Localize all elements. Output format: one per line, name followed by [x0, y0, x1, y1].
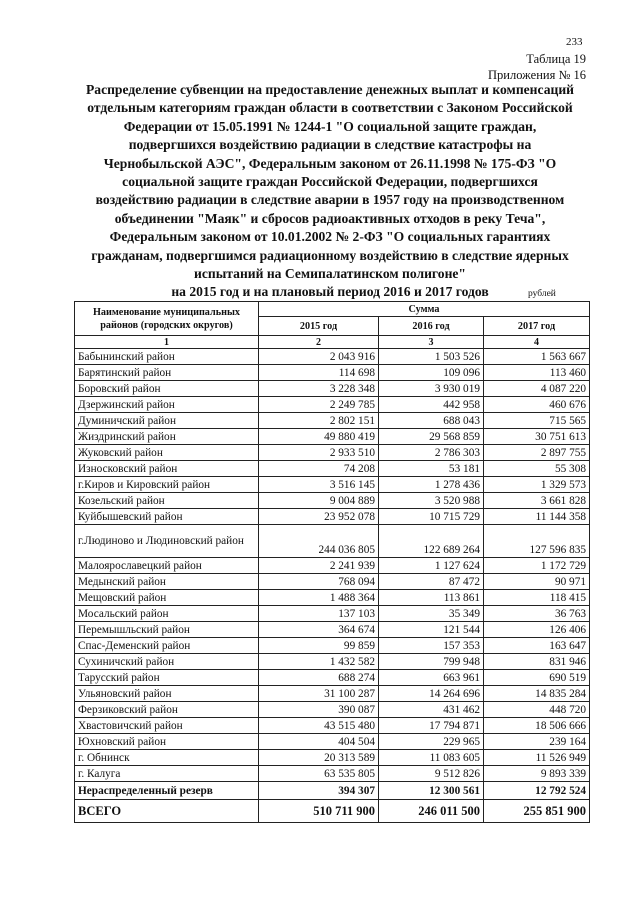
reserve-row	[75, 782, 590, 800]
row-name: Мосальский район	[75, 606, 259, 622]
row-2016: 229 965	[379, 734, 484, 750]
row-2015: 2 802 151	[259, 413, 379, 429]
table-row	[75, 477, 590, 493]
row-name: Боровский район	[75, 381, 259, 397]
row-name: Малоярославецкий район	[75, 558, 259, 574]
row-name: г. Обнинск	[75, 750, 259, 766]
title-line: подвергшихся воздействию радиации в следствие катастрофы на	[128, 137, 532, 153]
table-body	[75, 349, 590, 782]
row-2017: 690 519	[484, 670, 590, 686]
row-2017: 448 720	[484, 702, 590, 718]
table-row	[75, 413, 590, 429]
row-name: Дзержинский район	[75, 397, 259, 413]
row-name: г.Киров и Кировский район	[75, 477, 259, 493]
row-2017: 3 661 828	[484, 493, 590, 509]
row-2015: 2 249 785	[259, 397, 379, 413]
page-number: 233	[566, 36, 583, 48]
row-2017: 36 763	[484, 606, 590, 622]
row-2016: 14 264 696	[379, 686, 484, 702]
table-row	[75, 718, 590, 734]
row-name: Износковский район	[75, 461, 259, 477]
title-line: воздействию радиации в следствие аварии в 1957 году на производственном	[95, 192, 565, 208]
row-2015: 31 100 287	[259, 686, 379, 702]
row-2016: 87 472	[379, 574, 484, 590]
header-2017: 2017 год	[484, 317, 590, 336]
title-line: социальной защите граждан Российской Федерации, подвергшихся	[122, 174, 538, 190]
row-2016: 431 462	[379, 702, 484, 718]
row-2015: 244 036 805	[259, 525, 379, 558]
table-footer	[75, 782, 590, 823]
row-2016: 109 096	[379, 365, 484, 381]
table-row	[75, 638, 590, 654]
header-name-line1: Наименование муниципальных	[92, 306, 241, 318]
row-2017: 831 946	[484, 654, 590, 670]
row-2015: 768 094	[259, 574, 379, 590]
row-2015: 3 516 145	[259, 477, 379, 493]
row-name: Мещовский район	[75, 590, 259, 606]
row-2016: 688 043	[379, 413, 484, 429]
row-2017: 18 506 666	[484, 718, 590, 734]
appendix-label: Приложения № 16	[488, 68, 586, 82]
title-line: Чернобыльской АЭС", Федеральным законом от 26.11.1998 № 175-ФЗ "О	[103, 155, 557, 171]
row-2015: 2 043 916	[259, 349, 379, 365]
table-row	[75, 686, 590, 702]
table-row	[75, 670, 590, 686]
table-row	[75, 445, 590, 461]
row-2017: 118 415	[484, 590, 590, 606]
total-2015: 510 711 900	[259, 800, 379, 823]
table-row	[75, 734, 590, 750]
table-row	[75, 766, 590, 782]
row-name: Бабынинский район	[75, 349, 259, 365]
row-2015: 63 535 805	[259, 766, 379, 782]
row-2017: 2 897 755	[484, 445, 590, 461]
subsidy-table	[74, 301, 590, 823]
reserve-name: Нераспределенный резерв	[75, 782, 259, 800]
row-2017: 1 563 667	[484, 349, 590, 365]
row-2016: 35 349	[379, 606, 484, 622]
row-2016: 9 512 826	[379, 766, 484, 782]
row-2015: 9 004 889	[259, 493, 379, 509]
reserve-2017: 12 792 524	[484, 782, 590, 800]
row-2017: 239 164	[484, 734, 590, 750]
row-2016: 1 127 624	[379, 558, 484, 574]
row-2017: 11 144 358	[484, 509, 590, 525]
table-label: Таблица 19	[526, 52, 586, 66]
row-2016: 17 794 871	[379, 718, 484, 734]
title-line: объединении "Маяк" и сбросов радиоактивных отходов в реку Теча",	[114, 210, 546, 226]
row-2017: 90 971	[484, 574, 590, 590]
row-name: Хвастовичский район	[75, 718, 259, 734]
table-row	[75, 429, 590, 445]
row-2015: 137 103	[259, 606, 379, 622]
table-row	[75, 509, 590, 525]
table-row	[75, 397, 590, 413]
row-2015: 390 087	[259, 702, 379, 718]
table-row	[75, 349, 590, 365]
row-2015: 404 504	[259, 734, 379, 750]
row-2016: 29 568 859	[379, 429, 484, 445]
header-sum: Сумма	[259, 302, 590, 317]
row-2016: 442 958	[379, 397, 484, 413]
header-2016: 2016 год	[379, 317, 484, 336]
row-2016: 1 503 526	[379, 349, 484, 365]
row-name: Перемышльский район	[75, 622, 259, 638]
row-2016: 10 715 729	[379, 509, 484, 525]
row-2015: 99 859	[259, 638, 379, 654]
title-line: Федерации от 15.05.1991 № 1244-1 "О социальной защите граждан,	[123, 118, 537, 134]
row-2015: 43 515 480	[259, 718, 379, 734]
header-2015: 2015 год	[259, 317, 379, 336]
index-cell: 4	[484, 336, 590, 349]
row-2015: 1 432 582	[259, 654, 379, 670]
row-name: Куйбышевский район	[75, 509, 259, 525]
index-cell: 1	[75, 336, 259, 349]
row-2017: 1 172 729	[484, 558, 590, 574]
row-2015: 3 228 348	[259, 381, 379, 397]
row-2016: 53 181	[379, 461, 484, 477]
row-2017: 163 647	[484, 638, 590, 654]
row-2016: 113 861	[379, 590, 484, 606]
table-row	[75, 381, 590, 397]
total-2016: 246 011 500	[379, 800, 484, 823]
table-row	[75, 654, 590, 670]
reserve-2016: 12 300 561	[379, 782, 484, 800]
title-line: Федеральным законом от 10.01.2002 № 2-ФЗ "О социальных гарантиях	[109, 229, 551, 245]
row-2017: 460 676	[484, 397, 590, 413]
row-2015: 1 488 364	[259, 590, 379, 606]
table-row	[75, 750, 590, 766]
row-2017: 14 835 284	[484, 686, 590, 702]
row-name: Юхновский район	[75, 734, 259, 750]
row-2015: 114 698	[259, 365, 379, 381]
row-2016: 1 278 436	[379, 477, 484, 493]
row-2016: 799 948	[379, 654, 484, 670]
table-row	[75, 702, 590, 718]
row-2017: 11 526 949	[484, 750, 590, 766]
table-row	[75, 461, 590, 477]
row-name: Медынский район	[75, 574, 259, 590]
row-name: Ферзиковский район	[75, 702, 259, 718]
title-line: гражданам, подвергшимся радиационному воздействию в следствие ядерных	[91, 247, 569, 263]
index-cell: 3	[379, 336, 484, 349]
index-row	[75, 336, 590, 349]
reserve-2015: 394 307	[259, 782, 379, 800]
document-title	[70, 81, 590, 302]
row-name: Думиничский район	[75, 413, 259, 429]
table-row	[75, 606, 590, 622]
header-name-line2: районов (городских округов)	[100, 319, 233, 331]
row-2015: 49 880 419	[259, 429, 379, 445]
row-name: г.Людиново и Людиновский район	[75, 525, 259, 558]
row-2015: 2 933 510	[259, 445, 379, 461]
total-2017: 255 851 900	[484, 800, 590, 823]
row-2015: 2 241 939	[259, 558, 379, 574]
row-name: г. Калуга	[75, 766, 259, 782]
index-cell: 2	[259, 336, 379, 349]
row-name: Сухиничский район	[75, 654, 259, 670]
row-2016: 157 353	[379, 638, 484, 654]
row-2017: 30 751 613	[484, 429, 590, 445]
row-2017: 1 329 573	[484, 477, 590, 493]
row-2015: 23 952 078	[259, 509, 379, 525]
row-name: Козельский район	[75, 493, 259, 509]
table-row	[75, 590, 590, 606]
row-2015: 20 313 589	[259, 750, 379, 766]
total-name: ВСЕГО	[75, 800, 259, 823]
row-2016: 11 083 605	[379, 750, 484, 766]
row-2017: 715 565	[484, 413, 590, 429]
row-name: Жуковский район	[75, 445, 259, 461]
row-2017: 9 893 339	[484, 766, 590, 782]
unit-label: рублей	[528, 289, 556, 299]
row-2015: 74 208	[259, 461, 379, 477]
total-row	[75, 800, 590, 823]
row-2016: 3 930 019	[379, 381, 484, 397]
row-2015: 688 274	[259, 670, 379, 686]
table-row	[75, 493, 590, 509]
row-2016: 663 961	[379, 670, 484, 686]
table-row	[75, 574, 590, 590]
row-2017: 55 308	[484, 461, 590, 477]
row-2017: 113 460	[484, 365, 590, 381]
title-line: на 2015 год и на плановый период 2016 и 2017 годов	[171, 284, 489, 300]
row-2017: 126 406	[484, 622, 590, 638]
row-name: Жиздринский район	[75, 429, 259, 445]
row-2017: 127 596 835	[484, 525, 590, 558]
header-name-column	[75, 302, 259, 336]
header-row	[75, 302, 590, 317]
row-name: Спас-Деменский район	[75, 638, 259, 654]
row-2016: 3 520 988	[379, 493, 484, 509]
row-2016: 122 689 264	[379, 525, 484, 558]
title-line: Распределение субвенции на предоставление денежных выплат и компенсаций	[85, 82, 575, 97]
table-caption	[488, 51, 586, 83]
table-row	[75, 525, 590, 558]
row-name: Барятинский район	[75, 365, 259, 381]
title-line: испытаний на Семипалатинском полигоне"	[194, 266, 466, 282]
table-row	[75, 622, 590, 638]
row-2016: 2 786 303	[379, 445, 484, 461]
title-line: отдельным категориям граждан области в соответствии с Законом Российской	[87, 100, 573, 116]
row-2017: 4 087 220	[484, 381, 590, 397]
row-2016: 121 544	[379, 622, 484, 638]
row-name: Тарусский район	[75, 670, 259, 686]
table-row	[75, 365, 590, 381]
row-2015: 364 674	[259, 622, 379, 638]
table-row	[75, 558, 590, 574]
row-name: Ульяновский район	[75, 686, 259, 702]
